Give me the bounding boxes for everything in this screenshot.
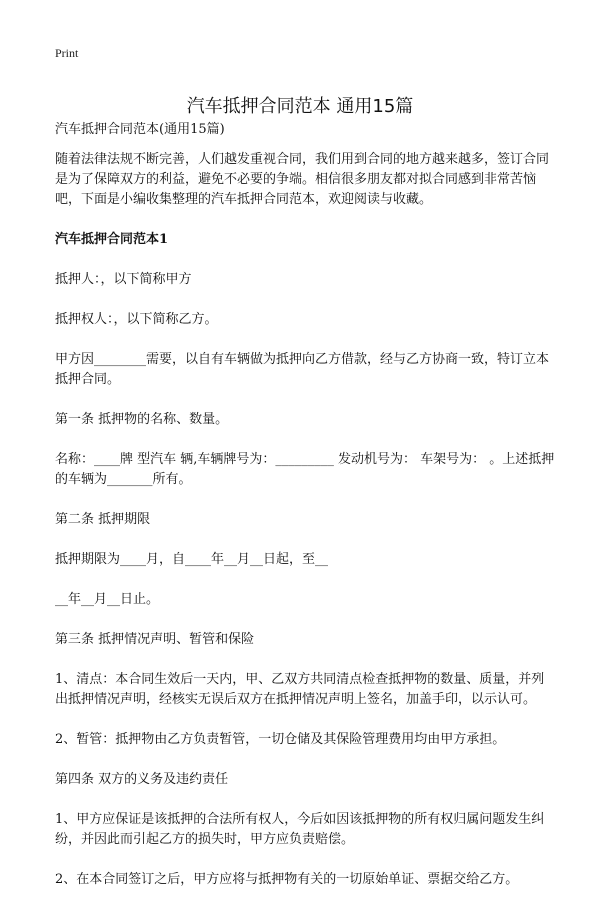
intro-paragraph: 随着法律法规不断完善，人们越发重视合同，我们用到合同的地方越来越多，签订合同是为了保障双方的利益，避免不必要的争端。相信很多朋友都对拟合同感到非常苦恼吧，下面是小编收集整理的汽车抵押合同范本，欢迎阅读与收藏。 [55, 152, 550, 207]
document-title: 汽车抵押合同范本 通用15篇 [186, 96, 414, 118]
document-subtitle: 汽车抵押合同范本(通用15篇) [55, 122, 225, 137]
article-3-item-1: 1、清点：本合同生效后一天内，甲、乙双方共同清点检查抵押物的数量、质量，并列出抵押情况声明，经核实无误后双方在抵押情况声明上签名，加盖手印，以示认可。 [55, 672, 545, 707]
mortgagee-line: 抵押权人：，以下简称乙方。 [55, 312, 218, 327]
article-4-item-1: 1、甲方应保证是该抵押的合法所有权人，今后如因该抵押物的所有权归属问题发生纠纷，并因此而引起乙方的损失时，甲方应负责赔偿。 [55, 812, 545, 847]
document-body [55, 120, 555, 910]
mortgagor-line: 抵押人：，以下简称甲方 [55, 272, 192, 287]
article-2-line-1: 抵押期限为____月，自____年__月__日起，至__ [55, 552, 329, 567]
article-3-heading: 第三条 抵押情况声明、暂管和保险 [55, 632, 255, 647]
article-4-heading: 第四条 双方的义务及违约责任 [55, 772, 229, 787]
article-1-body: 名称：____牌 型汽车 辆,车辆牌号为：_________ 发动机号为： 车架号为： 。上述抵押的车辆为_______所有。 [55, 452, 555, 487]
purpose-paragraph: 甲方因________需要，以自有车辆做为抵押向乙方借款，经与乙方协商一致，特订立本抵押合同。 [55, 352, 550, 387]
print-label: Print [55, 46, 79, 60]
article-1-heading: 第一条 抵押物的名称、数量。 [55, 412, 229, 427]
article-2-line-2: __年__月__日止。 [55, 592, 160, 607]
article-3-item-2: 2、暂管：抵押物由乙方负责暂管，一切仓储及其保险管理费用均由甲方承担。 [55, 732, 506, 747]
article-4-item-2: 2、在本合同签订之后，甲方应将与抵押物有关的一切原始单证、票据交给乙方。 [55, 872, 519, 887]
article-2-heading: 第二条 抵押期限 [55, 512, 151, 527]
section-heading: 汽车抵押合同范本1 [55, 232, 169, 247]
